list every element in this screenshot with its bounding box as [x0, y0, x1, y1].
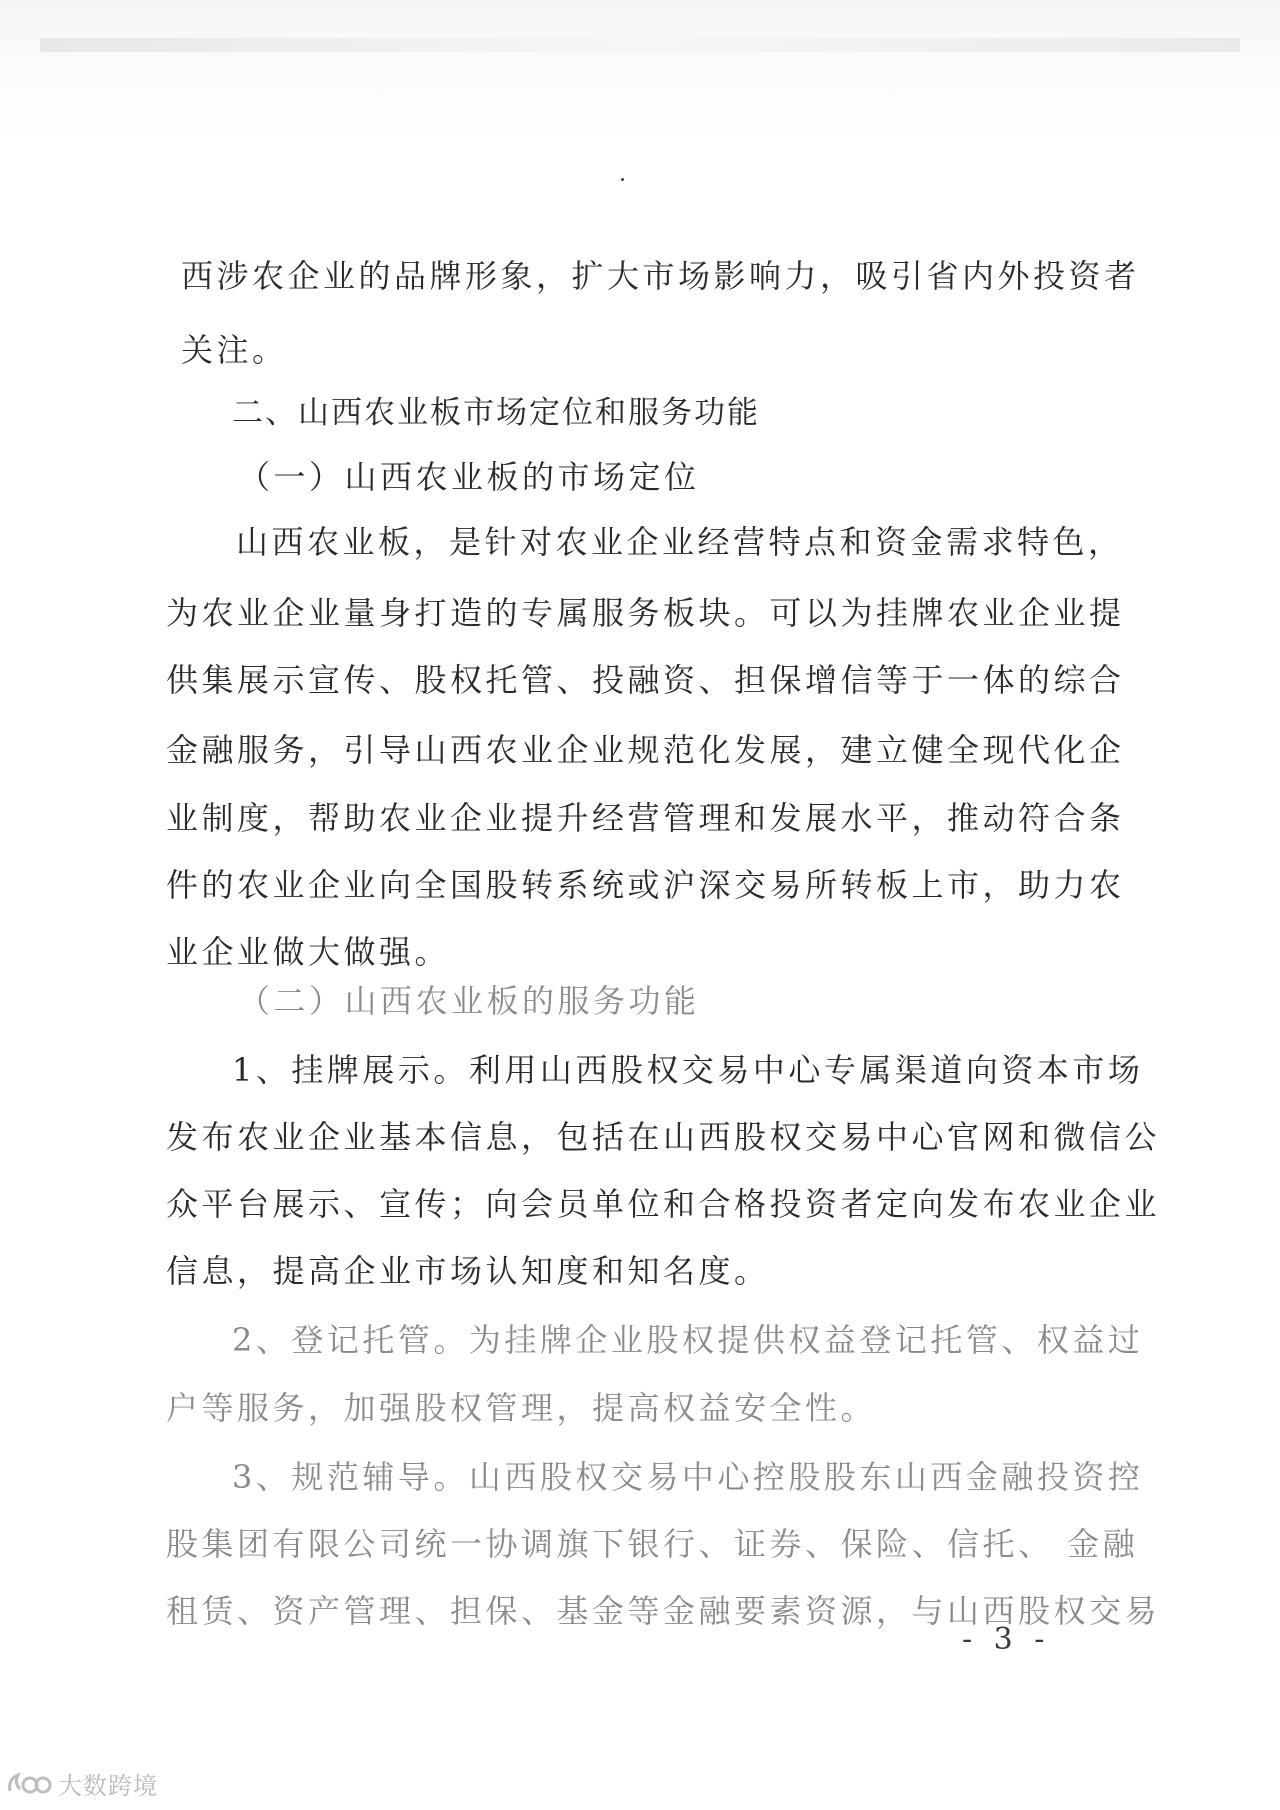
body-line-14: 发布农业企业基本信息，包括在山西股权交易中心官网和微信公 [166, 1118, 1161, 1156]
watermark-text: 大数跨境 [58, 1772, 158, 1800]
body-line-2: 关注。 [181, 331, 288, 369]
body-line-18: 户等服务，加强股权管理，提高权益安全性。 [166, 1389, 877, 1427]
body-line-8: 金融服务，引导山西农业企业规范化发展，建立健全现代化企 [166, 731, 1125, 769]
body-line-15: 众平台展示、宣传；向会员单位和合格投资者定向发布农业企业 [166, 1185, 1161, 1223]
section-heading: 二、山西农业板市场定位和服务功能 [232, 395, 760, 431]
body-line-13: 1、挂牌展示。利用山西股权交易中心专属渠道向资本市场 [232, 1051, 1144, 1089]
body-line-21: 租赁、资产管理、担保、基金等金融要素资源，与山西股权交易 [166, 1592, 1161, 1630]
scan-edge-shadow [40, 38, 1240, 52]
body-line-10: 件的农业企业向全国股转系统或沪深交易所转板上市，助力农 [166, 866, 1125, 904]
body-line-19: 3、规范辅导。山西股权交易中心控股股东山西金融投资控 [232, 1458, 1144, 1496]
subsection-heading-1: （一）山西农业板的市场定位 [238, 458, 700, 496]
body-line-20: 股集团有限公司统一协调旗下银行、证券、保险、信托、 金融 [166, 1525, 1139, 1563]
body-line-11: 业企业做大做强。 [166, 933, 451, 971]
body-line-5: 山西农业板，是针对农业企业经营特点和资金需求特色， [236, 523, 1124, 561]
body-line-9: 业制度，帮助农业企业提升经营管理和发展水平，推动符合条 [166, 799, 1125, 837]
page-number: - 3 - [962, 1622, 1051, 1657]
body-line-16: 信息，提高企业市场认知度和知名度。 [166, 1252, 770, 1290]
watermark-logo-icon [6, 1769, 52, 1799]
watermark [6, 1766, 158, 1801]
subsection-heading-2: （二）山西农业板的服务功能 [238, 982, 700, 1020]
body-line-17: 2、登记托管。为挂牌企业股权提供权益登记托管、权益过 [232, 1321, 1144, 1359]
body-line-6: 为农业企业量身打造的专属服务板块。可以为挂牌农业企业提 [166, 594, 1125, 632]
body-line-1: 西涉农企业的品牌形象，扩大市场影响力，吸引省内外投资者 [181, 257, 1140, 295]
body-line-7: 供集展示宣传、股权托管、投融资、担保增信等于一体的综合 [166, 661, 1125, 699]
scan-dot [621, 178, 624, 181]
